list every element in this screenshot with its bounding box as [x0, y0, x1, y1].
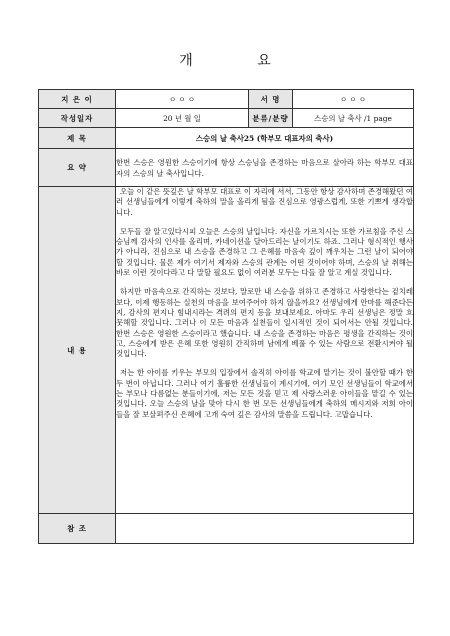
reference-row — [39, 514, 414, 544]
author-row — [39, 90, 414, 109]
reference-value — [116, 514, 414, 544]
subject-value: 스승의 날 축사25 (학부모 대표자의 축사) — [116, 128, 414, 149]
date-row — [39, 109, 414, 128]
content-row — [39, 187, 414, 514]
page-title: 개 요 — [179, 53, 301, 69]
date-label: 작성일자 — [39, 109, 116, 128]
subject-row — [39, 128, 414, 149]
date-value: 20 년 월 일 — [116, 109, 249, 128]
author-label: 지 은 이 — [39, 90, 116, 109]
content-paragraph: 모두들 잘 알고있다시피 오늘은 스승의 날입니다. 자신을 가르치시는 또한 가르침을 주신 스승님께 감사의 인사를 올리며, 카네이션을 달아드리는 날이기도 하죠. 그러나 형식적인 행사가 아니라, 진심으로 내 스승을 존경하고 그 은혜를 마음속 깊이 깨우치는 그런 날이 되어야 할 것입니다. 물론 제가 여기서 제자와 스승의 관계는 어떤 것이어야 하며, 스승의 날 취해는 바로 이런 것이다라고 다 말할 필요도 없이 여러분 모두는 다들 잘 알고 계실 것입니다. — [116, 226, 413, 278]
content-paragraph: 저는 한 아이를 키우는 부모의 입장에서 솔직히 아이를 학교에 맡기는 것이 불안할 때가 한 두 번이 아닙니다. 그러나 여기 훌륭한 선생님들이 계시기에, 여기 모인 선생님들이 학교에서는 부모나 다름없는 분들이기에, 저는 모든 것을 믿고 제 사랑스러운 아이들을 맡길 수 있는 것입니다. 오늘 스승의 날을 맞아 다시 한 번 모든 선생님들에게 축하의 메시지와 저희 아이들을 잘 보살펴주신 은혜에 고개 숙여 깊은 감사의 말씀을 드립니다. 고맙습니다. — [116, 368, 413, 419]
category-value: 스승의 날 축사 /1 page — [293, 109, 414, 128]
summary-text: 한번 스승은 영원한 스승이기에 항상 스승님을 존경하는 마음으로 살아라 하는 학부모 대표자의 스승의 날 축사입니다. — [116, 149, 414, 187]
sign-label: 서 명 — [249, 90, 293, 109]
sign-value: ㅇ ㅇ ㅇ — [293, 90, 414, 109]
summary-label: 요 약 — [39, 149, 116, 187]
category-label: 분류/분량 — [249, 109, 293, 128]
content-label: 내 용 — [39, 187, 116, 514]
content-body — [116, 187, 414, 514]
subject-label: 제 목 — [39, 128, 116, 149]
author-value: ㅇ ㅇ ㅇ — [116, 90, 249, 109]
content-paragraph: 하지만 마음속으로 간직하는 것보다, 말로만 내 스승을 위하고 존경하고 사랑한다는 겉치레 보다, 이제 행동하는 실천의 마음을 보여주어야 하지 않을까요? 선생님에게 안마를 해준다든지, 감사의 편지나 힘내시라는 격려의 편지 등을 보내보세요. 아마도 우리 선생님은 정말 흐뭇해할 것입니다. 그러나 이 모든 마음과 실천들이 일시적인 것이 되어서는 안될 것입니다. 한번 스승은 영원한 스승이라고 했습니다. 내 스승을 존경하는 마음은 평생을 간직하는 것이고, 스승에게 받은 은혜 또한 영원히 간직하며 남에게 베풀 수 있는 사람으로 전환시켜야 될 것입니다. — [116, 287, 413, 359]
reference-label: 참 조 — [39, 514, 116, 544]
summary-row — [39, 149, 414, 187]
content-paragraph: 오늘 이 같은 뜻깊은 날 학부모 대표로 이 자리에 서서, 그동안 항상 감사하며 존경해왔던 여러 선생님들에게 이렇게 축하의 말을 올리게 됨을 진심으로 영광스럽게, 또한 기쁘게 생각합니다. — [116, 187, 413, 217]
overview-form-table — [38, 89, 414, 544]
